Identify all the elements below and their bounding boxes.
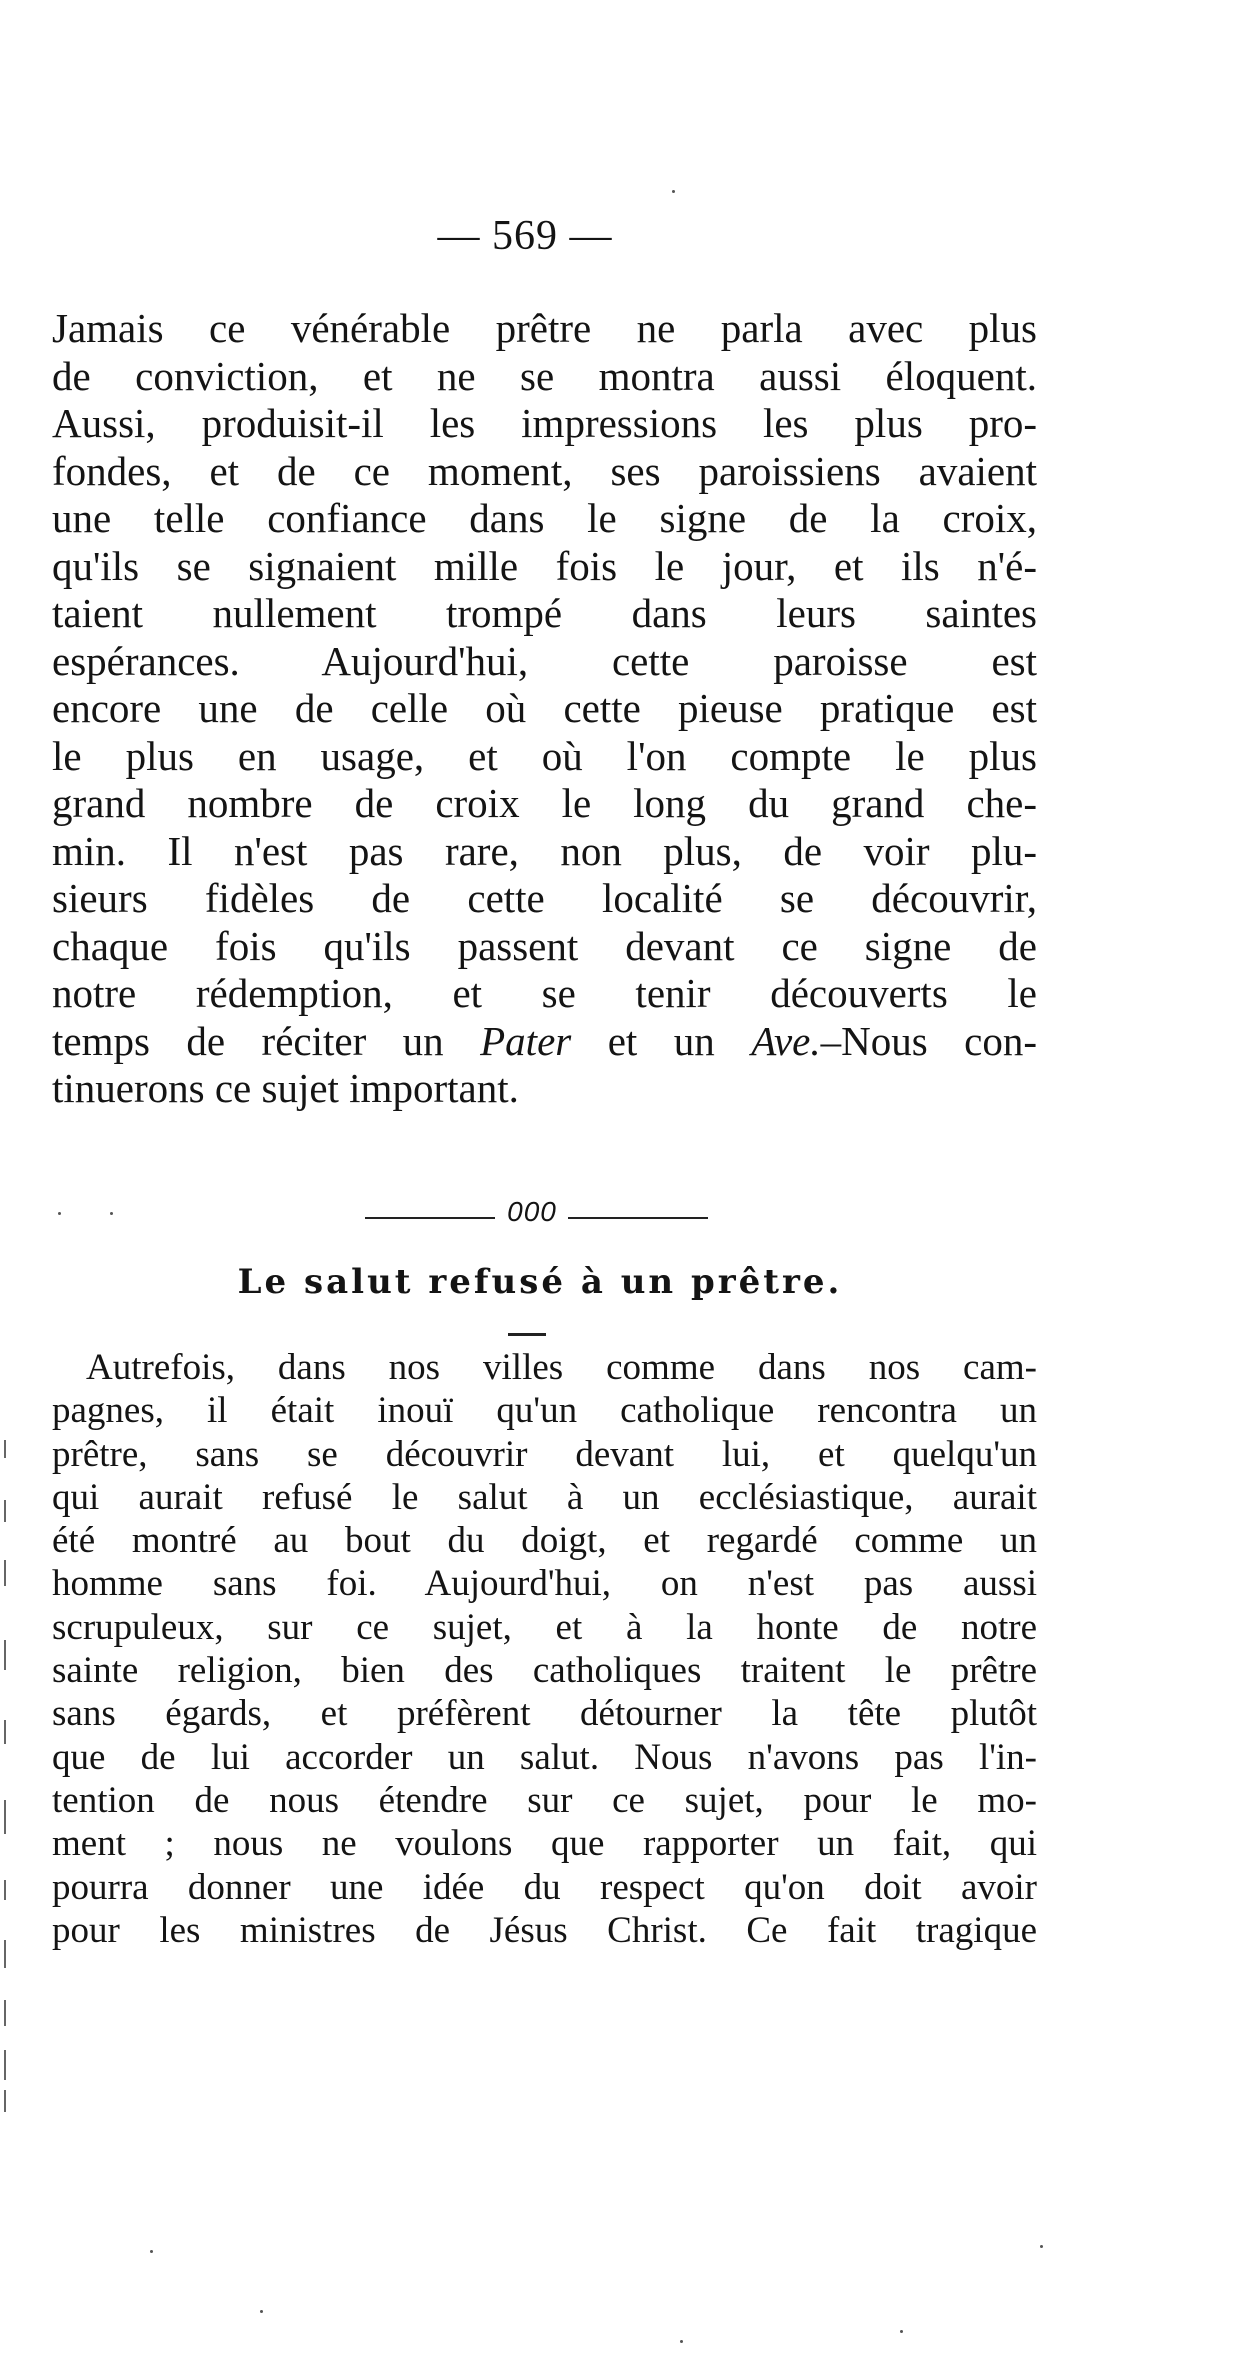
separator-rule [568, 1217, 708, 1219]
text-line: qu'ils se signaient mille fois le jour, et ils n'é- [52, 542, 1037, 589]
scan-speck [900, 2330, 903, 2333]
text-line: tinuerons ce sujet important. [52, 1065, 519, 1111]
text-line: sainte religion, bien des catholiques traitent le prêtre [52, 1650, 1037, 1692]
text-line: taient nullement trompé dans leurs saintes [52, 590, 1037, 636]
text-line: Jamais ce vénérable prêtre ne parla avec plus [52, 305, 1037, 351]
paragraph-body [52, 1346, 1037, 1952]
scan-speck [150, 2250, 153, 2253]
text-line: pourra donner une idée du respect qu'on doit avoir [52, 1866, 1037, 1908]
scan-speck [110, 1212, 113, 1215]
text-line: été montré au bout du doigt, et regardé comme un [52, 1520, 1037, 1562]
scan-speck [672, 190, 675, 193]
text-line: sans égards, et préfèrent détourner la tête plutôt [52, 1693, 1037, 1735]
text-line: pour les ministres de Jésus Christ. Ce fait tragique [52, 1909, 1037, 1951]
text-line: Aussi, produisit-il les impressions les plus pro- [52, 400, 1037, 446]
text-line: ment ; nous ne voulons que rapporter un fait, qui [52, 1823, 1037, 1865]
text-line: min. Il n'est pas rare, non plus, de voir plu- [52, 827, 1037, 874]
text-fragment: et un [571, 1017, 752, 1064]
text-line: notre rédemption, et se tenir découverts le [52, 970, 1037, 1016]
separator-rule [365, 1217, 495, 1219]
section-separator [0, 1196, 1250, 1236]
page-number: — 569 — [437, 213, 613, 259]
scan-margin-mark [4, 1720, 6, 1744]
text-line: une telle confiance dans le signe de la croix, [52, 495, 1037, 541]
italic-word-ave: Ave. [751, 1017, 821, 1064]
scan-margin-mark [4, 1800, 6, 1834]
text-line: espérances. Aujourd'hui, cette paroisse est [52, 637, 1037, 684]
text-line: que de lui accorder un salut. Nous n'avons pas l'in- [52, 1736, 1037, 1778]
text-line: le plus en usage, et où l'on compte le plus [52, 732, 1037, 779]
scan-margin-mark [4, 1560, 6, 1586]
scan-speck [58, 1212, 61, 1215]
scan-speck [1040, 2245, 1043, 2248]
text-line: de conviction, et ne se montra aussi éloquent. [52, 352, 1037, 399]
text-line: pagnes, il était inouï qu'un catholique rencontra un [52, 1390, 1037, 1432]
scan-margin-mark [4, 2050, 6, 2080]
text-line: Autrefois, dans nos villes comme dans nos cam- [86, 1347, 1037, 1388]
scan-margin-mark [4, 1940, 6, 1968]
text-line: scrupuleux, sur ce sujet, et à la honte de notre [52, 1606, 1037, 1648]
scan-margin-mark [4, 2000, 6, 2026]
scan-speck [680, 2340, 683, 2343]
scan-speck [260, 2310, 263, 2313]
scan-margin-mark [4, 1500, 6, 1522]
paragraph-body [52, 305, 1037, 1113]
italic-word-pater: Pater [480, 1017, 572, 1064]
text-line: prêtre, sans se découvrir devant lui, et quelqu'un [52, 1433, 1037, 1475]
text-line: homme sans foi. Aujourd'hui, on n'est pas aussi [52, 1563, 1037, 1605]
text-line: tention de nous étendre sur ce sujet, pour le mo- [52, 1779, 1037, 1821]
text-fragment: temps de réciter un [52, 1017, 481, 1064]
text-line: chaque fois qu'ils passent devant ce signe de [52, 922, 1037, 969]
section-title: Le salut refusé à un prêtre. [237, 1262, 843, 1302]
scan-margin-mark [4, 1880, 6, 1900]
text-line: fondes, et de ce moment, ses paroissiens avaient [52, 447, 1037, 494]
text-line: encore une de celle où cette pieuse pratique est [52, 685, 1037, 731]
scan-margin-mark [4, 2090, 6, 2112]
text-line: grand nombre de croix le long du grand che- [52, 780, 1037, 826]
title-underline [508, 1333, 546, 1336]
text-line-with-italics [52, 1018, 1037, 1066]
separator-mark: 000 [507, 1196, 557, 1227]
text-fragment: –Nous con- [820, 1017, 1037, 1064]
text-line: sieurs fidèles de cette localité se découvrir, [52, 875, 1037, 921]
scan-margin-mark [4, 1640, 6, 1670]
text-line: qui aurait refusé le salut à un ecclésiastique, aurait [52, 1476, 1037, 1518]
scan-margin-mark [4, 1440, 6, 1458]
